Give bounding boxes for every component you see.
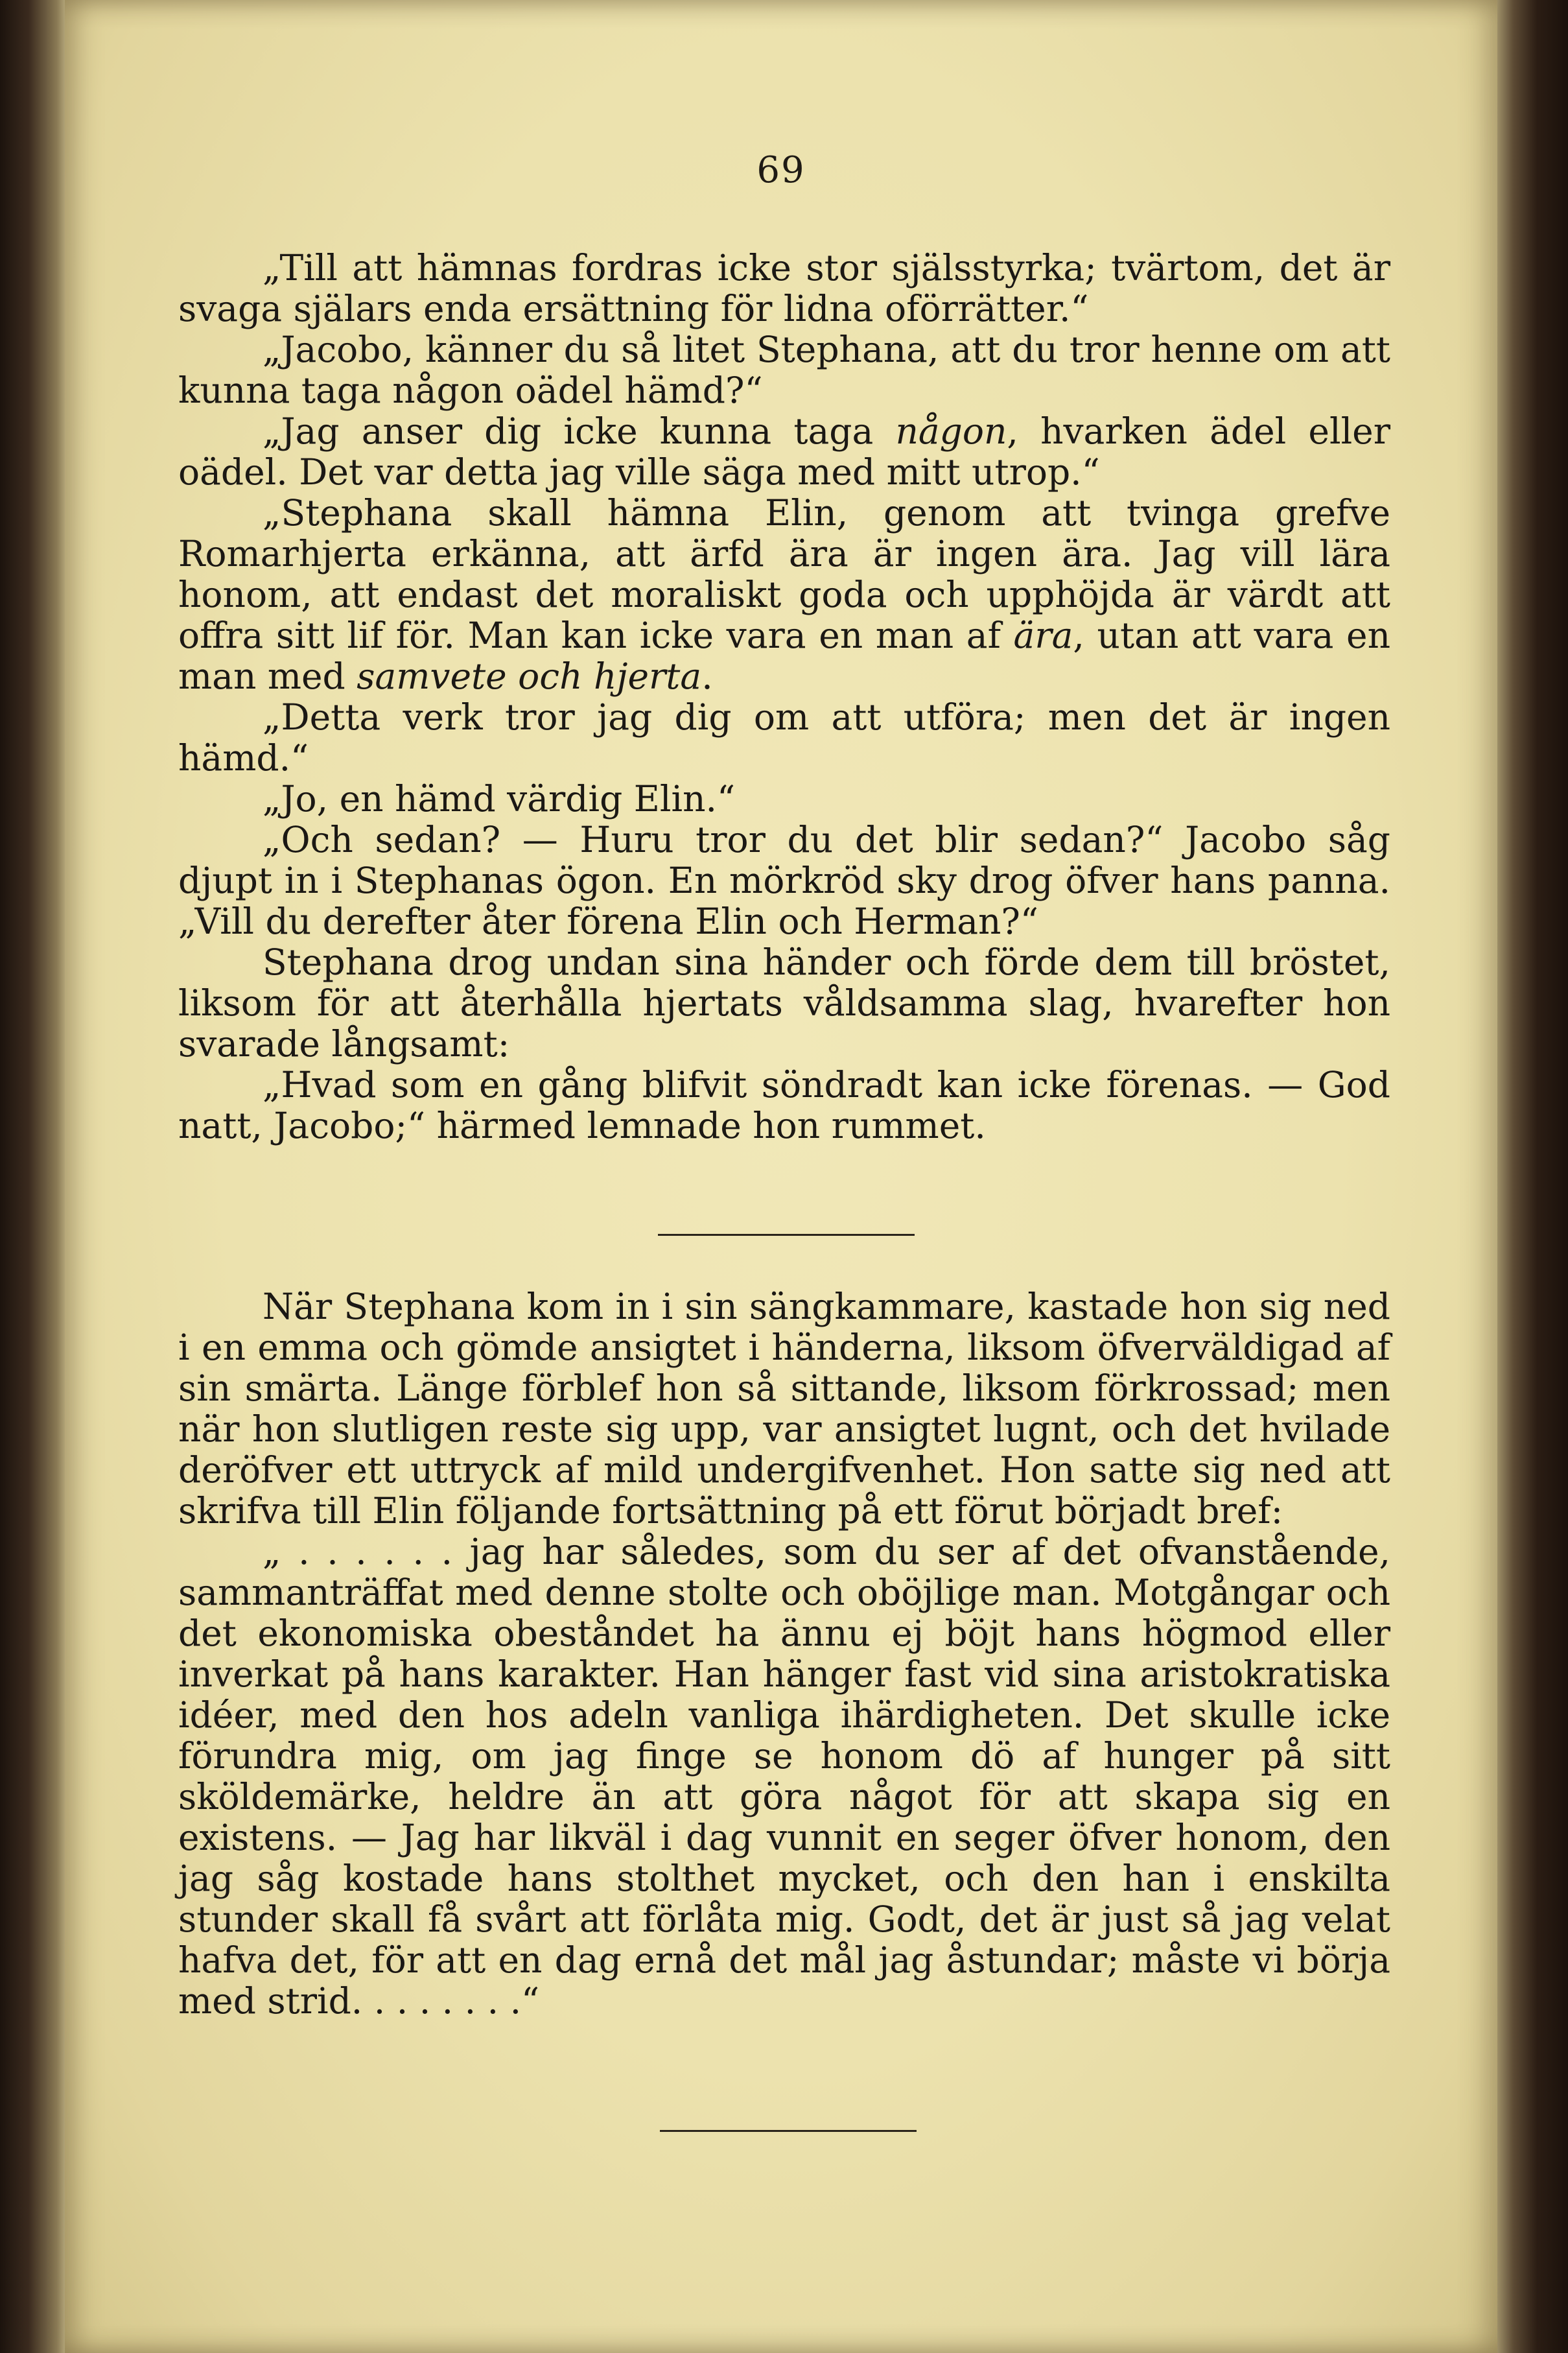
text-block-dialogue xyxy=(178,248,1390,1146)
end-divider xyxy=(660,2130,917,2132)
book-binding-left xyxy=(0,0,71,2353)
paragraph: „ . . . . . . jag har således, som du ser af det ofvanstående, sammanträffat med denne stolte och oböjlige man. Motgångar och det ekonomiska obeståndet ha ännu ej böjt hans högmod eller inverkat på hans karakter. Han hänger fast vid sina aristokratiska idéer, med den hos adeln vanliga ihärdigheten. Det skulle icke förundra mig, om jag finge se honom dö af hunger på sitt sköldemärke, heldre än att göra något för att skapa sig en existens. — Jag har likväl i dag vunnit en seger öfver honom, den jag såg kostade hans stolthet mycket, och den han i enskilta stunder skall få svårt att förlåta mig. Godt, det är just så jag velat hafva det, för att en dag ernå det mål jag åstundar; måste vi börja med strid. . . . . . . .“ xyxy=(178,1531,1390,2022)
page-number: 69 xyxy=(756,149,806,191)
book-binding-right xyxy=(1490,0,1568,2353)
paragraph: „Hvad som en gång blifvit söndradt kan icke förenas. — God natt, Jacobo;“ härmed lemnade hon rummet. xyxy=(178,1064,1390,1146)
paragraph: „Jo, en hämd värdig Elin.“ xyxy=(263,778,736,820)
paragraph: „Till att hämnas fordras icke stor själsstyrka; tvärtom, det är svaga själars enda ersättning för lidna oförrätter.“ xyxy=(178,247,1390,329)
paragraph: „Stephana skall hämna Elin, genom att tvinga grefve Romarhjerta erkänna, att ärfd ära är ingen ära. Jag vill lära honom, att endast det moraliskt goda och upphöjda är värdt att offra sitt lif för. Man kan icke vara en man af ära, utan att vara en man med samvete och hjerta. xyxy=(178,492,1391,697)
section-divider xyxy=(658,1234,915,1236)
text-block-letter xyxy=(178,1286,1390,2022)
paragraph: „Jacobo, känner du så litet Stephana, att du tror henne om att kunna taga någon oädel hämd?“ xyxy=(178,329,1390,411)
paragraph: „Detta verk tror jag dig om att utföra; men det är ingen hämd.“ xyxy=(178,696,1390,779)
paragraph: „Jag anser dig icke kunna taga någon, hvarken ädel eller oädel. Det var detta jag ville säga med mitt utrop.“ xyxy=(178,410,1390,493)
paragraph: „Och sedan? — Huru tror du det blir sedan?“ Jacobo såg djupt in i Stephanas ögon. En mörkröd sky drog öfver hans panna. „Vill du derefter åter förena Elin och Herman?“ xyxy=(178,819,1390,942)
paragraph: Stephana drog undan sina händer och förde dem till bröstet, liksom för att återhålla hjertats våldsamma slag, hvarefter hon svarade långsamt: xyxy=(178,941,1390,1065)
paragraph: När Stephana kom in i sin sängkammare, kastade hon sig ned i en emma och gömde ansigtet i händerna, liksom öfverväldigad af sin smärta. Länge förblef hon så sittande, liksom förkrossad; men när hon slutligen reste sig upp, var ansigtet lugnt, och det hvilade deröfver ett uttryck af mild undergifvenhet. Hon satte sig ned att skrifva till Elin följande fortsättning på ett förut börjadt bref: xyxy=(178,1286,1390,1531)
book-page xyxy=(65,0,1497,2353)
